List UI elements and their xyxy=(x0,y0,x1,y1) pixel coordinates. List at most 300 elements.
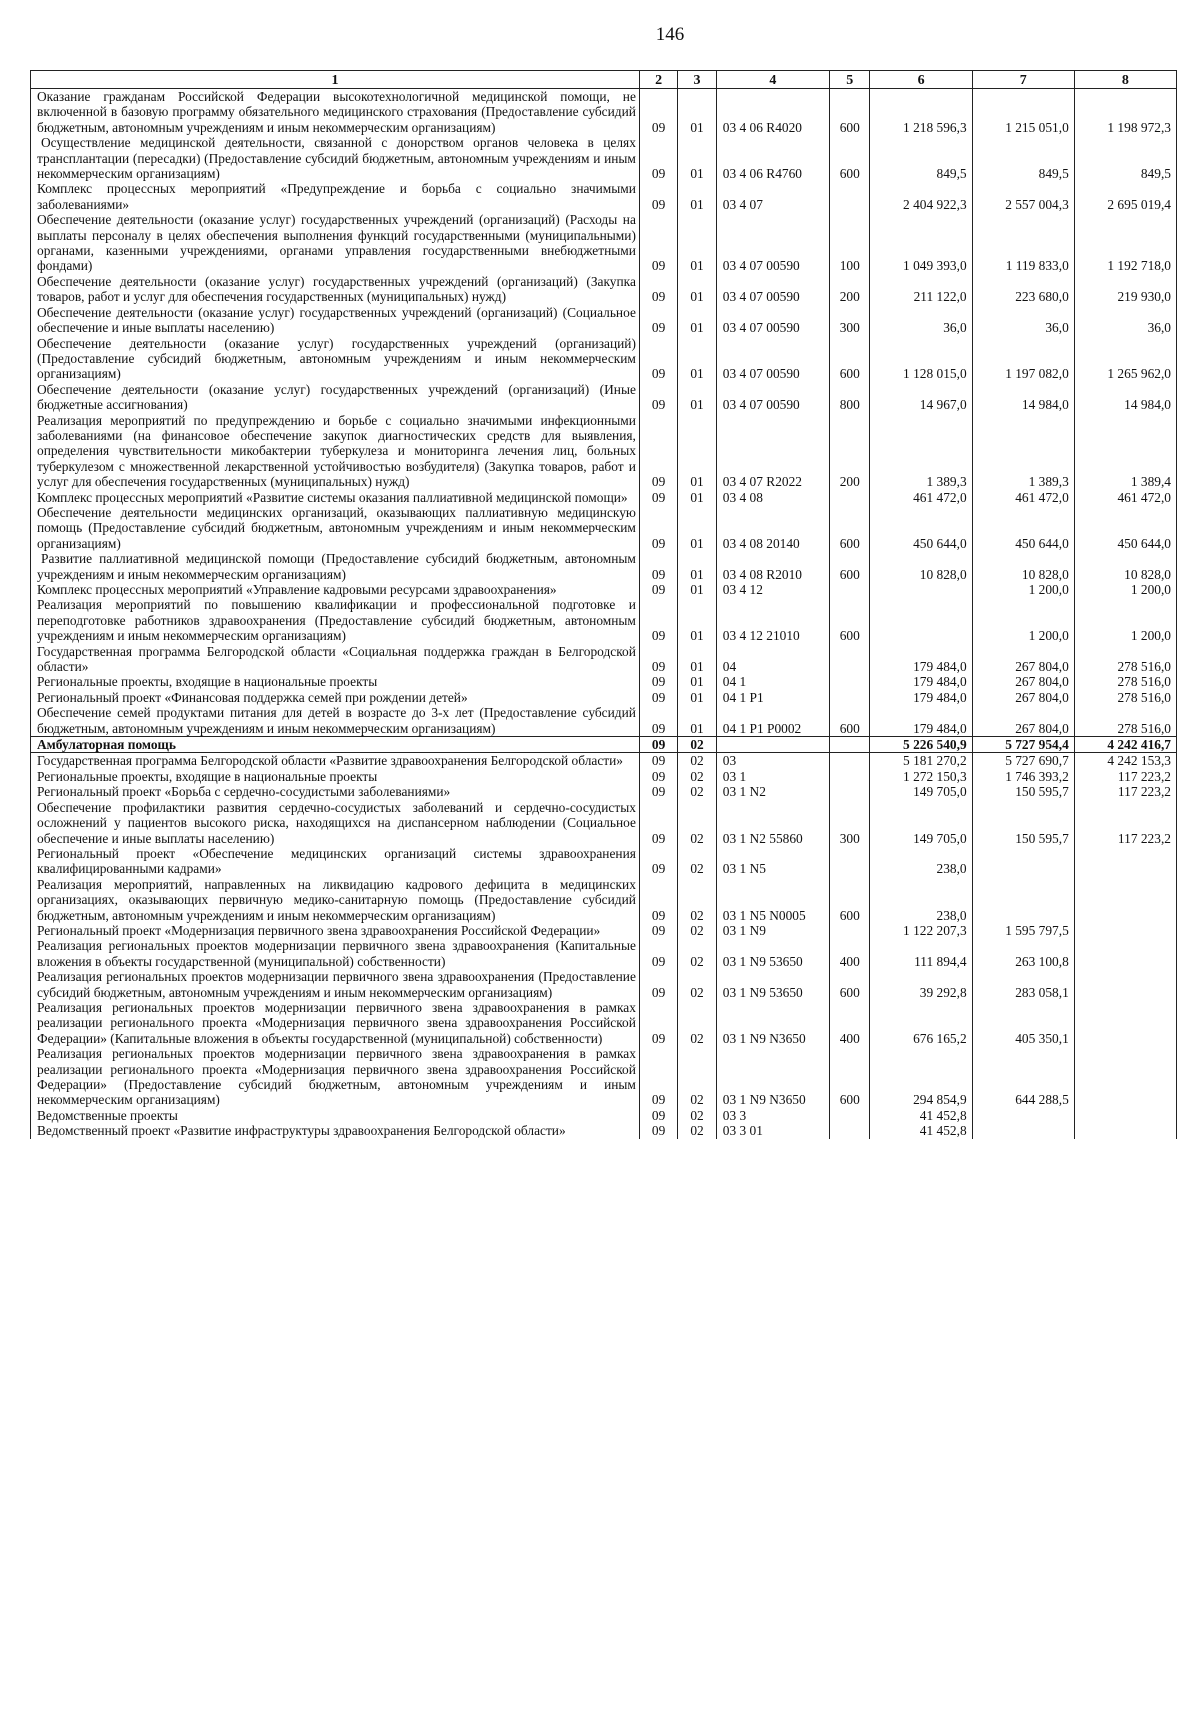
cell-col-4: 03 3 xyxy=(716,1108,829,1123)
cell-col-4: 03 1 xyxy=(716,769,829,784)
cell-col-3: 01 xyxy=(678,274,716,305)
cell-col-3: 02 xyxy=(678,769,716,784)
cell-col-7: 267 804,0 xyxy=(972,674,1074,689)
cell-col-5: 600 xyxy=(830,336,870,382)
cell-col-4: 03 4 07 R2022 xyxy=(716,413,829,490)
row-description: Региональный проект «Обеспечение медицинских организаций системы здравоохранения квалифицированными кадрами» xyxy=(31,846,640,877)
table-row xyxy=(31,597,1177,643)
cell-col-5 xyxy=(830,490,870,505)
cell-col-8: 14 984,0 xyxy=(1074,382,1176,413)
cell-col-3: 01 xyxy=(678,582,716,597)
cell-col-5 xyxy=(830,582,870,597)
cell-col-5: 400 xyxy=(830,938,870,969)
row-description: Государственная программа Белгородской области «Развитие здравоохранения Белгородской области» xyxy=(31,753,640,769)
cell-col-8: 461 472,0 xyxy=(1074,490,1176,505)
table-row xyxy=(31,305,1177,336)
cell-col-8 xyxy=(1074,938,1176,969)
column-header: 8 xyxy=(1074,71,1176,89)
row-description: Обеспечение семей продуктами питания для детей в возрасте до 3-х лет (Предоставление субсидий бюджетным, автономным учреждениям и иным некоммерческим организациям) xyxy=(31,705,640,736)
cell-col-5: 300 xyxy=(830,800,870,846)
cell-col-8 xyxy=(1074,1046,1176,1108)
cell-col-7 xyxy=(972,846,1074,877)
cell-col-8: 1 265 962,0 xyxy=(1074,336,1176,382)
cell-col-7: 1 389,3 xyxy=(972,413,1074,490)
cell-col-5: 600 xyxy=(830,89,870,136)
row-description: Ведомственный проект «Развитие инфраструктуры здравоохранения Белгородской области» xyxy=(31,1123,640,1138)
cell-col-6: 111 894,4 xyxy=(870,938,972,969)
cell-col-8 xyxy=(1074,846,1176,877)
table-row xyxy=(31,1046,1177,1108)
table-row xyxy=(31,923,1177,938)
row-description: Реализация мероприятий по предупреждению и борьбе с социально значимыми инфекционными заболеваниями (на финансовое обеспечение закупок диагностических средств для выявления, определения чувствительности микобактерии туберкулеза и мониторинга лечения лиц, больных туберкулезом с множественной лекарственной устойчивостью возбудителя) (Закупка товаров, работ и услуг для обеспечения государственных (муниципальных) нужд) xyxy=(31,413,640,490)
cell-col-6: 149 705,0 xyxy=(870,784,972,799)
cell-col-5 xyxy=(830,1108,870,1123)
table-row xyxy=(31,800,1177,846)
cell-col-8: 219 930,0 xyxy=(1074,274,1176,305)
cell-col-2: 09 xyxy=(639,597,677,643)
cell-col-3: 01 xyxy=(678,705,716,736)
row-description: Реализация региональных проектов модернизации первичного звена здравоохранения (Предоставление субсидий бюджетным, автономным учреждениям и иным некоммерческим организациям) xyxy=(31,969,640,1000)
cell-col-5: 300 xyxy=(830,305,870,336)
cell-col-4: 03 4 12 xyxy=(716,582,829,597)
row-description: Амбулаторная помощь xyxy=(31,737,640,753)
cell-col-3: 02 xyxy=(678,1000,716,1046)
cell-col-3: 02 xyxy=(678,784,716,799)
cell-col-2: 09 xyxy=(639,769,677,784)
table-row xyxy=(31,212,1177,274)
cell-col-6: 238,0 xyxy=(870,877,972,923)
cell-col-7: 405 350,1 xyxy=(972,1000,1074,1046)
cell-col-8: 1 389,4 xyxy=(1074,413,1176,490)
table-row xyxy=(31,690,1177,705)
row-description: Осуществление медицинской деятельности, связанной с донорством органов человека в целях трансплантации (пересадки) (Предоставление субсидий бюджетным, автономным учреждениям и иным некоммерческим организациям) xyxy=(31,135,640,181)
cell-col-2: 09 xyxy=(639,135,677,181)
cell-col-2: 09 xyxy=(639,690,677,705)
cell-col-8: 1 192 718,0 xyxy=(1074,212,1176,274)
column-header: 2 xyxy=(639,71,677,89)
table-row xyxy=(31,382,1177,413)
cell-col-2: 09 xyxy=(639,582,677,597)
table-row xyxy=(31,846,1177,877)
row-description: Обеспечение деятельности (оказание услуг) государственных учреждений (организаций) (Расходы на выплаты персоналу в целях обеспечения выполнения функций государственными (муниципальными) органами, казенными учреждениями, органами управления государственными внебюджетными фондами) xyxy=(31,212,640,274)
cell-col-2: 09 xyxy=(639,89,677,136)
cell-col-6: 179 484,0 xyxy=(870,705,972,736)
cell-col-8: 450 644,0 xyxy=(1074,505,1176,551)
cell-col-2: 09 xyxy=(639,1108,677,1123)
cell-col-5 xyxy=(830,846,870,877)
column-header: 3 xyxy=(678,71,716,89)
row-description: Реализация региональных проектов модернизации первичного звена здравоохранения (Капитальные вложения в объекты государственной (муниципальной) собственности) xyxy=(31,938,640,969)
cell-col-2: 09 xyxy=(639,1046,677,1108)
cell-col-3: 02 xyxy=(678,846,716,877)
cell-col-2: 09 xyxy=(639,505,677,551)
cell-col-4: 04 xyxy=(716,644,829,675)
cell-col-4: 04 1 P1 P0002 xyxy=(716,705,829,736)
table-row xyxy=(31,89,1177,136)
cell-col-6: 450 644,0 xyxy=(870,505,972,551)
cell-col-5: 400 xyxy=(830,1000,870,1046)
cell-col-4: 03 xyxy=(716,753,829,769)
row-description: Региональный проект «Финансовая поддержка семей при рождении детей» xyxy=(31,690,640,705)
cell-col-5 xyxy=(830,644,870,675)
table-row xyxy=(31,181,1177,212)
cell-col-5 xyxy=(830,674,870,689)
cell-col-3: 02 xyxy=(678,1108,716,1123)
row-description: Развитие паллиативной медицинской помощи (Предоставление субсидий бюджетным, автономным учреждениям и иным некоммерческим организациям) xyxy=(31,551,640,582)
cell-col-6: 39 292,8 xyxy=(870,969,972,1000)
table-row xyxy=(31,1000,1177,1046)
cell-col-3: 02 xyxy=(678,1046,716,1108)
cell-col-3: 01 xyxy=(678,490,716,505)
cell-col-7: 267 804,0 xyxy=(972,690,1074,705)
cell-col-3: 01 xyxy=(678,382,716,413)
cell-col-4: 03 1 N9 N3650 xyxy=(716,1046,829,1108)
cell-col-4 xyxy=(716,737,829,753)
row-description: Обеспечение деятельности медицинских организаций, оказывающих паллиативную медицинскую помощь (Предоставление субсидий бюджетным, автономным учреждениям и иным некоммерческим организациям) xyxy=(31,505,640,551)
cell-col-6: 179 484,0 xyxy=(870,644,972,675)
cell-col-2: 09 xyxy=(639,705,677,736)
cell-col-8: 278 516,0 xyxy=(1074,705,1176,736)
table-row xyxy=(31,969,1177,1000)
cell-col-8: 2 695 019,4 xyxy=(1074,181,1176,212)
cell-col-7: 150 595,7 xyxy=(972,784,1074,799)
table-row xyxy=(31,274,1177,305)
cell-col-7: 1 200,0 xyxy=(972,597,1074,643)
cell-col-6: 676 165,2 xyxy=(870,1000,972,1046)
cell-col-8: 849,5 xyxy=(1074,135,1176,181)
table-header xyxy=(31,71,1177,89)
cell-col-2: 09 xyxy=(639,737,677,753)
cell-col-4: 03 1 N2 55860 xyxy=(716,800,829,846)
cell-col-3: 01 xyxy=(678,89,716,136)
row-description: Региональный проект «Борьба с сердечно-сосудистыми заболеваниями» xyxy=(31,784,640,799)
cell-col-4: 04 1 xyxy=(716,674,829,689)
cell-col-5 xyxy=(830,690,870,705)
cell-col-5: 600 xyxy=(830,551,870,582)
cell-col-2: 09 xyxy=(639,784,677,799)
cell-col-7: 263 100,8 xyxy=(972,938,1074,969)
cell-col-5: 600 xyxy=(830,505,870,551)
cell-col-8: 278 516,0 xyxy=(1074,690,1176,705)
cell-col-5 xyxy=(830,923,870,938)
cell-col-5: 800 xyxy=(830,382,870,413)
table-row xyxy=(31,505,1177,551)
cell-col-5: 600 xyxy=(830,969,870,1000)
row-description: Обеспечение профилактики развития сердечно-сосудистых заболеваний и сердечно-сосудистых осложнений у пациентов высокого риска, находящихся на диспансерном наблюдении (Социальное обеспечение и иные выплаты населению) xyxy=(31,800,640,846)
cell-col-2: 09 xyxy=(639,413,677,490)
cell-col-2: 09 xyxy=(639,212,677,274)
cell-col-4: 03 1 N9 N3650 xyxy=(716,1000,829,1046)
table-row xyxy=(31,582,1177,597)
cell-col-3: 02 xyxy=(678,877,716,923)
cell-col-8 xyxy=(1074,923,1176,938)
table-row xyxy=(31,737,1177,753)
cell-col-7: 1 119 833,0 xyxy=(972,212,1074,274)
table-row xyxy=(31,705,1177,736)
cell-col-7 xyxy=(972,877,1074,923)
row-description: Региональные проекты, входящие в национальные проекты xyxy=(31,674,640,689)
cell-col-7: 10 828,0 xyxy=(972,551,1074,582)
row-description: Обеспечение деятельности (оказание услуг) государственных учреждений (организаций) (Социальное обеспечение и иные выплаты населению) xyxy=(31,305,640,336)
cell-col-2: 09 xyxy=(639,644,677,675)
cell-col-7: 1 200,0 xyxy=(972,582,1074,597)
cell-col-4: 03 4 07 00590 xyxy=(716,382,829,413)
cell-col-4: 03 4 07 00590 xyxy=(716,336,829,382)
table-row xyxy=(31,674,1177,689)
cell-col-3: 01 xyxy=(678,135,716,181)
row-description: Обеспечение деятельности (оказание услуг) государственных учреждений (организаций) (Закупка товаров, работ и услуг для обеспечения государственных (муниципальных) нужд) xyxy=(31,274,640,305)
table-row xyxy=(31,877,1177,923)
cell-col-6: 1 272 150,3 xyxy=(870,769,972,784)
cell-col-2: 09 xyxy=(639,969,677,1000)
cell-col-5 xyxy=(830,784,870,799)
cell-col-2: 09 xyxy=(639,274,677,305)
cell-col-8 xyxy=(1074,1000,1176,1046)
cell-col-4: 03 4 08 20140 xyxy=(716,505,829,551)
cell-col-6: 1 049 393,0 xyxy=(870,212,972,274)
cell-col-4: 03 1 N9 53650 xyxy=(716,938,829,969)
cell-col-7: 283 058,1 xyxy=(972,969,1074,1000)
cell-col-2: 09 xyxy=(639,923,677,938)
row-description: Реализация мероприятий по повышению квалификации и профессиональной подготовке и переподготовке работников здравоохранения (Предоставление субсидий бюджетным, автономным учреждениям и иным некоммерческим организациям) xyxy=(31,597,640,643)
cell-col-5 xyxy=(830,753,870,769)
cell-col-4: 03 4 07 00590 xyxy=(716,305,829,336)
cell-col-2: 09 xyxy=(639,181,677,212)
cell-col-6: 294 854,9 xyxy=(870,1046,972,1108)
cell-col-6: 14 967,0 xyxy=(870,382,972,413)
cell-col-7: 267 804,0 xyxy=(972,644,1074,675)
cell-col-6: 849,5 xyxy=(870,135,972,181)
cell-col-7 xyxy=(972,1123,1074,1138)
table-row xyxy=(31,1108,1177,1123)
cell-col-2: 09 xyxy=(639,1123,677,1138)
cell-col-3: 01 xyxy=(678,413,716,490)
cell-col-7: 5 727 690,7 xyxy=(972,753,1074,769)
cell-col-4: 03 1 N9 53650 xyxy=(716,969,829,1000)
cell-col-7: 1 215 051,0 xyxy=(972,89,1074,136)
cell-col-6: 211 122,0 xyxy=(870,274,972,305)
table-row xyxy=(31,135,1177,181)
row-description: Региональный проект «Модернизация первичного звена здравоохранения Российской Федерации» xyxy=(31,923,640,938)
cell-col-7: 1 595 797,5 xyxy=(972,923,1074,938)
cell-col-5: 200 xyxy=(830,413,870,490)
cell-col-5 xyxy=(830,1123,870,1138)
cell-col-4: 04 1 P1 xyxy=(716,690,829,705)
cell-col-2: 09 xyxy=(639,382,677,413)
cell-col-7: 2 557 004,3 xyxy=(972,181,1074,212)
cell-col-2: 09 xyxy=(639,490,677,505)
cell-col-3: 01 xyxy=(678,690,716,705)
cell-col-8: 1 198 972,3 xyxy=(1074,89,1176,136)
budget-table xyxy=(30,70,1177,1139)
column-header: 4 xyxy=(716,71,829,89)
cell-col-7: 450 644,0 xyxy=(972,505,1074,551)
cell-col-7: 14 984,0 xyxy=(972,382,1074,413)
cell-col-6: 10 828,0 xyxy=(870,551,972,582)
cell-col-3: 01 xyxy=(678,181,716,212)
cell-col-6: 461 472,0 xyxy=(870,490,972,505)
cell-col-5 xyxy=(830,181,870,212)
cell-col-8 xyxy=(1074,877,1176,923)
cell-col-3: 02 xyxy=(678,969,716,1000)
cell-col-2: 09 xyxy=(639,938,677,969)
cell-col-2: 09 xyxy=(639,305,677,336)
cell-col-8 xyxy=(1074,1123,1176,1138)
cell-col-8: 278 516,0 xyxy=(1074,644,1176,675)
cell-col-7: 849,5 xyxy=(972,135,1074,181)
cell-col-8 xyxy=(1074,1108,1176,1123)
cell-col-3: 01 xyxy=(678,551,716,582)
cell-col-6 xyxy=(870,582,972,597)
row-description: Оказание гражданам Российской Федерации высокотехнологичной медицинской помощи, не включенной в базовую программу обязательного медицинского страхования (Предоставление субсидий бюджетным, автономным учреждениям и иным некоммерческим организациям) xyxy=(31,89,640,136)
cell-col-3: 01 xyxy=(678,336,716,382)
cell-col-8: 4 242 153,3 xyxy=(1074,753,1176,769)
cell-col-8: 1 200,0 xyxy=(1074,597,1176,643)
cell-col-6: 238,0 xyxy=(870,846,972,877)
cell-col-5 xyxy=(830,769,870,784)
cell-col-4: 03 4 06 R4760 xyxy=(716,135,829,181)
cell-col-8: 4 242 416,7 xyxy=(1074,737,1176,753)
cell-col-6: 1 122 207,3 xyxy=(870,923,972,938)
cell-col-6: 179 484,0 xyxy=(870,690,972,705)
cell-col-6 xyxy=(870,597,972,643)
page-number: 146 xyxy=(655,24,685,45)
cell-col-8: 117 223,2 xyxy=(1074,784,1176,799)
cell-col-4: 03 1 N2 xyxy=(716,784,829,799)
cell-col-8: 117 223,2 xyxy=(1074,769,1176,784)
cell-col-5: 600 xyxy=(830,1046,870,1108)
cell-col-5: 600 xyxy=(830,135,870,181)
column-header: 1 xyxy=(31,71,640,89)
cell-col-7 xyxy=(972,1108,1074,1123)
cell-col-3: 01 xyxy=(678,212,716,274)
row-description: Ведомственные проекты xyxy=(31,1108,640,1123)
cell-col-6: 41 452,8 xyxy=(870,1108,972,1123)
cell-col-2: 09 xyxy=(639,753,677,769)
cell-col-8: 1 200,0 xyxy=(1074,582,1176,597)
cell-col-7: 461 472,0 xyxy=(972,490,1074,505)
cell-col-8: 36,0 xyxy=(1074,305,1176,336)
cell-col-2: 09 xyxy=(639,846,677,877)
cell-col-6: 149 705,0 xyxy=(870,800,972,846)
cell-col-5: 600 xyxy=(830,705,870,736)
row-description: Комплекс процессных мероприятий «Управление кадровыми ресурсами здравоохранения» xyxy=(31,582,640,597)
cell-col-4: 03 4 12 21010 xyxy=(716,597,829,643)
row-description: Региональные проекты, входящие в национальные проекты xyxy=(31,769,640,784)
cell-col-2: 09 xyxy=(639,336,677,382)
cell-col-3: 02 xyxy=(678,938,716,969)
column-header: 6 xyxy=(870,71,972,89)
cell-col-3: 02 xyxy=(678,737,716,753)
table-body xyxy=(31,89,1177,1139)
cell-col-7: 267 804,0 xyxy=(972,705,1074,736)
row-description: Реализация региональных проектов модернизации первичного звена здравоохранения в рамках реализации регионального проекта «Модернизация первичного звена здравоохранения Российской Федерации» (Капитальные вложения в объекты государственной (муниципальной) собственности) xyxy=(31,1000,640,1046)
cell-col-2: 09 xyxy=(639,1000,677,1046)
cell-col-6: 36,0 xyxy=(870,305,972,336)
table-row xyxy=(31,336,1177,382)
table-row xyxy=(31,551,1177,582)
cell-col-5 xyxy=(830,737,870,753)
cell-col-4: 03 1 N5 N0005 xyxy=(716,877,829,923)
cell-col-3: 02 xyxy=(678,753,716,769)
cell-col-6: 41 452,8 xyxy=(870,1123,972,1138)
cell-col-6: 1 218 596,3 xyxy=(870,89,972,136)
cell-col-8: 117 223,2 xyxy=(1074,800,1176,846)
cell-col-3: 02 xyxy=(678,1123,716,1138)
cell-col-2: 09 xyxy=(639,877,677,923)
table-row xyxy=(31,769,1177,784)
table-row xyxy=(31,1123,1177,1138)
row-description: Обеспечение деятельности (оказание услуг) государственных учреждений (организаций) (Иные бюджетные ассигнования) xyxy=(31,382,640,413)
cell-col-3: 01 xyxy=(678,597,716,643)
cell-col-6: 5 181 270,2 xyxy=(870,753,972,769)
cell-col-7: 223 680,0 xyxy=(972,274,1074,305)
table-row xyxy=(31,938,1177,969)
row-description: Комплекс процессных мероприятий «Предупреждение и борьба с социально значимыми заболеваниями» xyxy=(31,181,640,212)
cell-col-7: 644 288,5 xyxy=(972,1046,1074,1108)
cell-col-4: 03 4 08 R2010 xyxy=(716,551,829,582)
cell-col-5: 100 xyxy=(830,212,870,274)
cell-col-5: 600 xyxy=(830,877,870,923)
cell-col-3: 02 xyxy=(678,800,716,846)
cell-col-4: 03 4 07 00590 xyxy=(716,274,829,305)
cell-col-8 xyxy=(1074,969,1176,1000)
cell-col-4: 03 4 06 R4020 xyxy=(716,89,829,136)
cell-col-3: 02 xyxy=(678,923,716,938)
cell-col-7: 1 197 082,0 xyxy=(972,336,1074,382)
cell-col-3: 01 xyxy=(678,505,716,551)
cell-col-4: 03 4 07 xyxy=(716,181,829,212)
cell-col-6: 1 128 015,0 xyxy=(870,336,972,382)
cell-col-7: 5 727 954,4 xyxy=(972,737,1074,753)
table-row xyxy=(31,413,1177,490)
row-description: Обеспечение деятельности (оказание услуг) государственных учреждений (организаций) (Предоставление субсидий бюджетным, автономным учреждениям и иным некоммерческим организациям) xyxy=(31,336,640,382)
cell-col-6: 179 484,0 xyxy=(870,674,972,689)
cell-col-4: 03 4 07 00590 xyxy=(716,212,829,274)
cell-col-8: 278 516,0 xyxy=(1074,674,1176,689)
cell-col-7: 36,0 xyxy=(972,305,1074,336)
row-description: Государственная программа Белгородской области «Социальная поддержка граждан в Белгородской области» xyxy=(31,644,640,675)
row-description: Комплекс процессных мероприятий «Развитие системы оказания паллиативной медицинской помощи» xyxy=(31,490,640,505)
cell-col-4: 03 1 N9 xyxy=(716,923,829,938)
table-row xyxy=(31,784,1177,799)
table-row xyxy=(31,490,1177,505)
table-row xyxy=(31,644,1177,675)
cell-col-6: 1 389,3 xyxy=(870,413,972,490)
cell-col-4: 03 1 N5 xyxy=(716,846,829,877)
cell-col-5: 600 xyxy=(830,597,870,643)
column-header: 5 xyxy=(830,71,870,89)
cell-col-4: 03 4 08 xyxy=(716,490,829,505)
cell-col-3: 01 xyxy=(678,305,716,336)
cell-col-7: 150 595,7 xyxy=(972,800,1074,846)
row-description: Реализация региональных проектов модернизации первичного звена здравоохранения в рамках реализации регионального проекта «Модернизация первичного звена здравоохранения Российской Федерации» (Предоставление субсидий бюджетным, автономным учреждениям и иным некоммерческим организациям) xyxy=(31,1046,640,1108)
column-header: 7 xyxy=(972,71,1074,89)
cell-col-4: 03 3 01 xyxy=(716,1123,829,1138)
cell-col-2: 09 xyxy=(639,800,677,846)
cell-col-2: 09 xyxy=(639,674,677,689)
table-row xyxy=(31,753,1177,769)
cell-col-3: 01 xyxy=(678,674,716,689)
cell-col-5: 200 xyxy=(830,274,870,305)
cell-col-6: 2 404 922,3 xyxy=(870,181,972,212)
cell-col-2: 09 xyxy=(639,551,677,582)
row-description: Реализация мероприятий, направленных на ликвидацию кадрового дефицита в медицинских организациях, оказывающих первичную медико-санитарную помощь (Предоставление субсидий бюджетным, автономным учреждениям и иным некоммерческим организациям) xyxy=(31,877,640,923)
cell-col-7: 1 746 393,2 xyxy=(972,769,1074,784)
cell-col-6: 5 226 540,9 xyxy=(870,737,972,753)
cell-col-3: 01 xyxy=(678,644,716,675)
cell-col-8: 10 828,0 xyxy=(1074,551,1176,582)
